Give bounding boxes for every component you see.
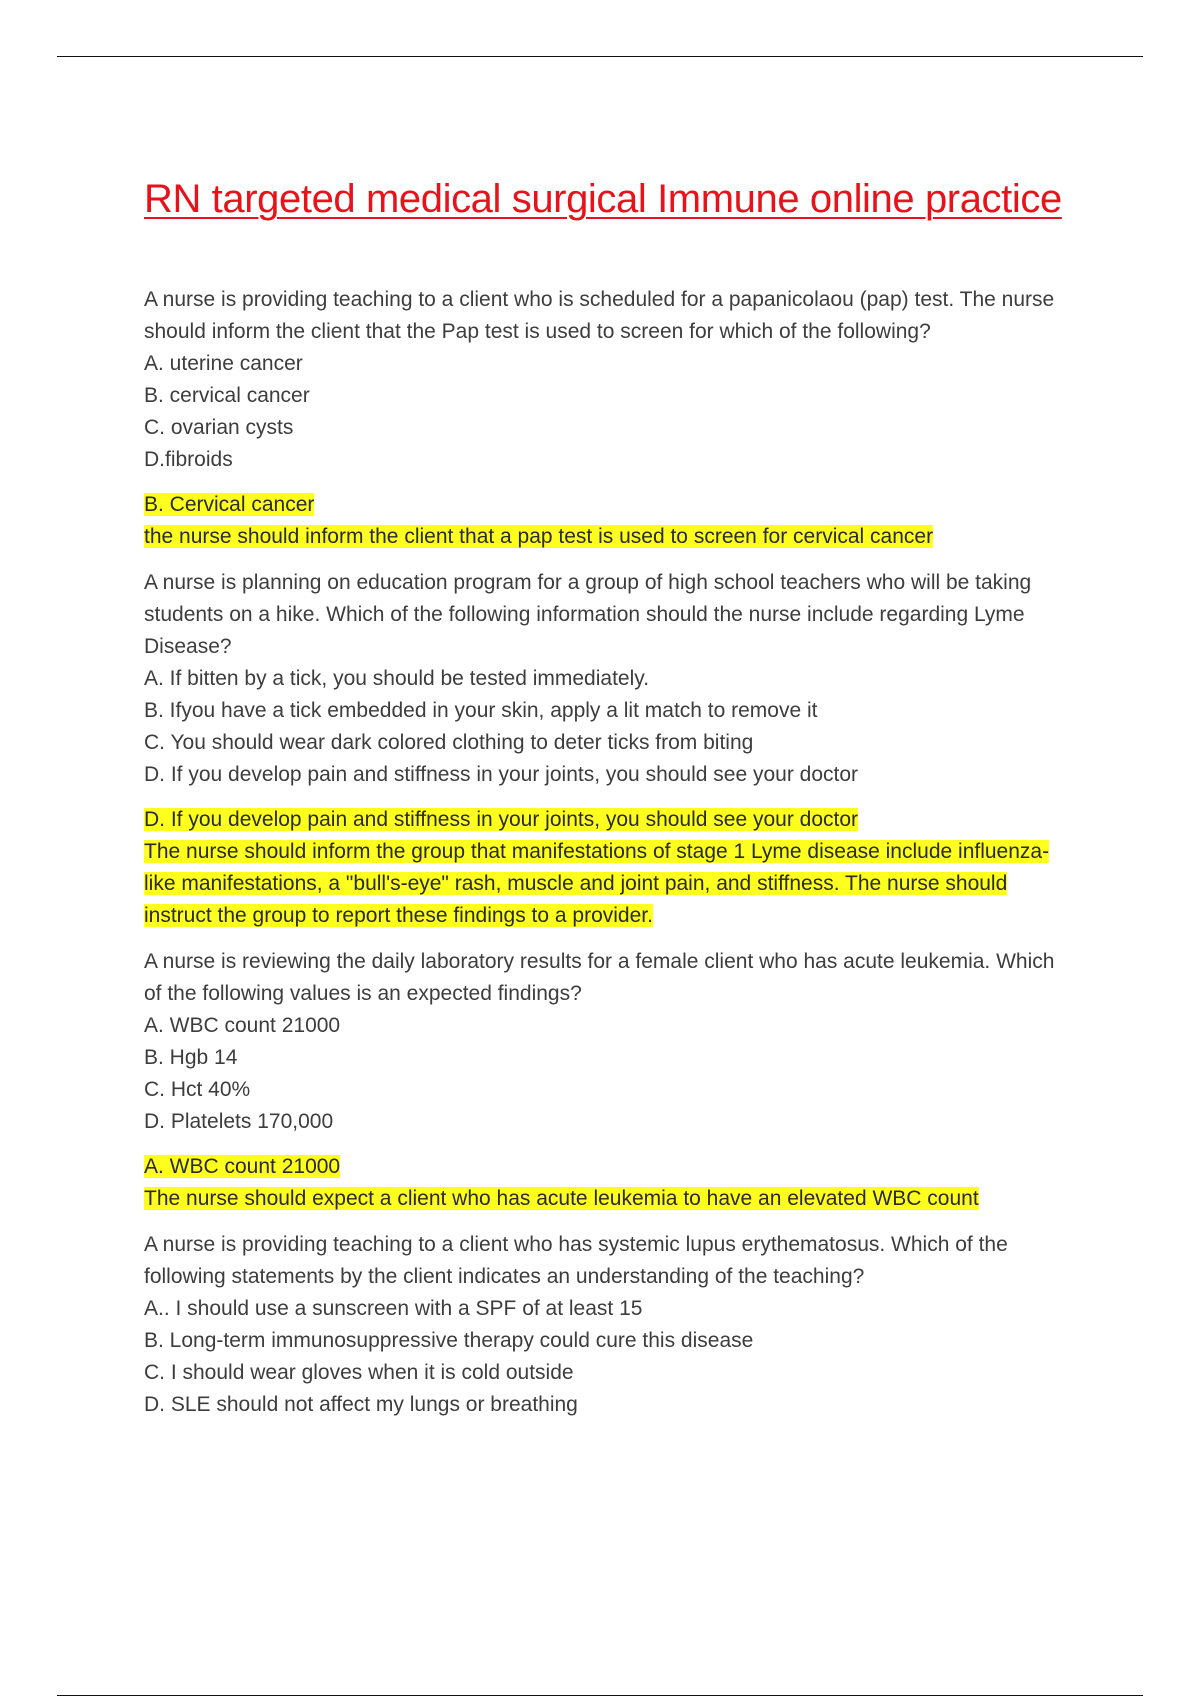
answer-text: D. If you develop pain and stiffness in your joints, you should see your doctor (144, 808, 859, 831)
question-1 (144, 284, 1074, 476)
question-stem: A nurse is providing teaching to a client who is scheduled for a papanicolaou (pap) test. The nurse should inform the client that the Pap test is used to screen for which of the following? (144, 288, 1055, 343)
option-c: C. I should wear gloves when it is cold outside (144, 1361, 574, 1384)
rationale-text: The nurse should expect a client who has acute leukemia to have an elevated WBC count (144, 1187, 979, 1210)
top-rule (57, 56, 1143, 57)
question-stem: A nurse is providing teaching to a client who has systemic lupus erythematosus. Which of the following statements by the client indicates an understanding of the teaching? (144, 1233, 1008, 1288)
question-2 (144, 567, 1074, 791)
bottom-rule (57, 1695, 1143, 1696)
option-c: C. You should wear dark colored clothing to deter ticks from biting (144, 731, 754, 754)
rationale-text: the nurse should inform the client that a pap test is used to screen for cervical cancer (144, 525, 934, 548)
rationale-text: The nurse should inform the group that manifestations of stage 1 Lyme disease include influenza-like manifestations, a "bull's-eye" rash, muscle and joint pain, and stiffness. The nurse should instruct the group to report these findings to a provider. (144, 840, 1050, 927)
question-3 (144, 946, 1074, 1138)
document-title: RN targeted medical surgical Immune online practice (144, 177, 1062, 221)
option-b: B. Long-term immunosuppressive therapy could cure this disease (144, 1329, 754, 1352)
option-c: C. ovarian cysts (144, 416, 294, 439)
answer-block-1 (144, 489, 1074, 553)
option-d: D. If you develop pain and stiffness in your joints, you should see your doctor (144, 763, 859, 786)
option-a: A.. I should use a sunscreen with a SPF of at least 15 (144, 1297, 643, 1320)
option-b: B. Ifyou have a tick embedded in your skin, apply a lit match to remove it (144, 699, 818, 722)
option-b: B. cervical cancer (144, 384, 310, 407)
document-body (144, 170, 1074, 1434)
question-stem: A nurse is reviewing the daily laboratory results for a female client who has acute leukemia. Which of the following values is an expected findings? (144, 950, 1055, 1005)
option-d: D. SLE should not affect my lungs or breathing (144, 1393, 578, 1416)
option-a: A. If bitten by a tick, you should be tested immediately. (144, 667, 650, 690)
answer-text: A. WBC count 21000 (144, 1155, 341, 1178)
option-a: A. WBC count 21000 (144, 1014, 341, 1037)
answer-block-3 (144, 1151, 1074, 1215)
answer-block-2 (144, 804, 1074, 932)
answer-text: B. Cervical cancer (144, 493, 315, 516)
option-d: D.fibroids (144, 448, 233, 471)
option-d: D. Platelets 170,000 (144, 1110, 334, 1133)
question-stem: A nurse is planning on education program for a group of high school teachers who will be taking students on a hike. Which of the following information should the nurse include regarding Lyme Disease? (144, 571, 1032, 658)
question-4 (144, 1229, 1074, 1421)
option-a: A. uterine cancer (144, 352, 303, 375)
option-b: B. Hgb 14 (144, 1046, 238, 1069)
option-c: C. Hct 40% (144, 1078, 251, 1101)
